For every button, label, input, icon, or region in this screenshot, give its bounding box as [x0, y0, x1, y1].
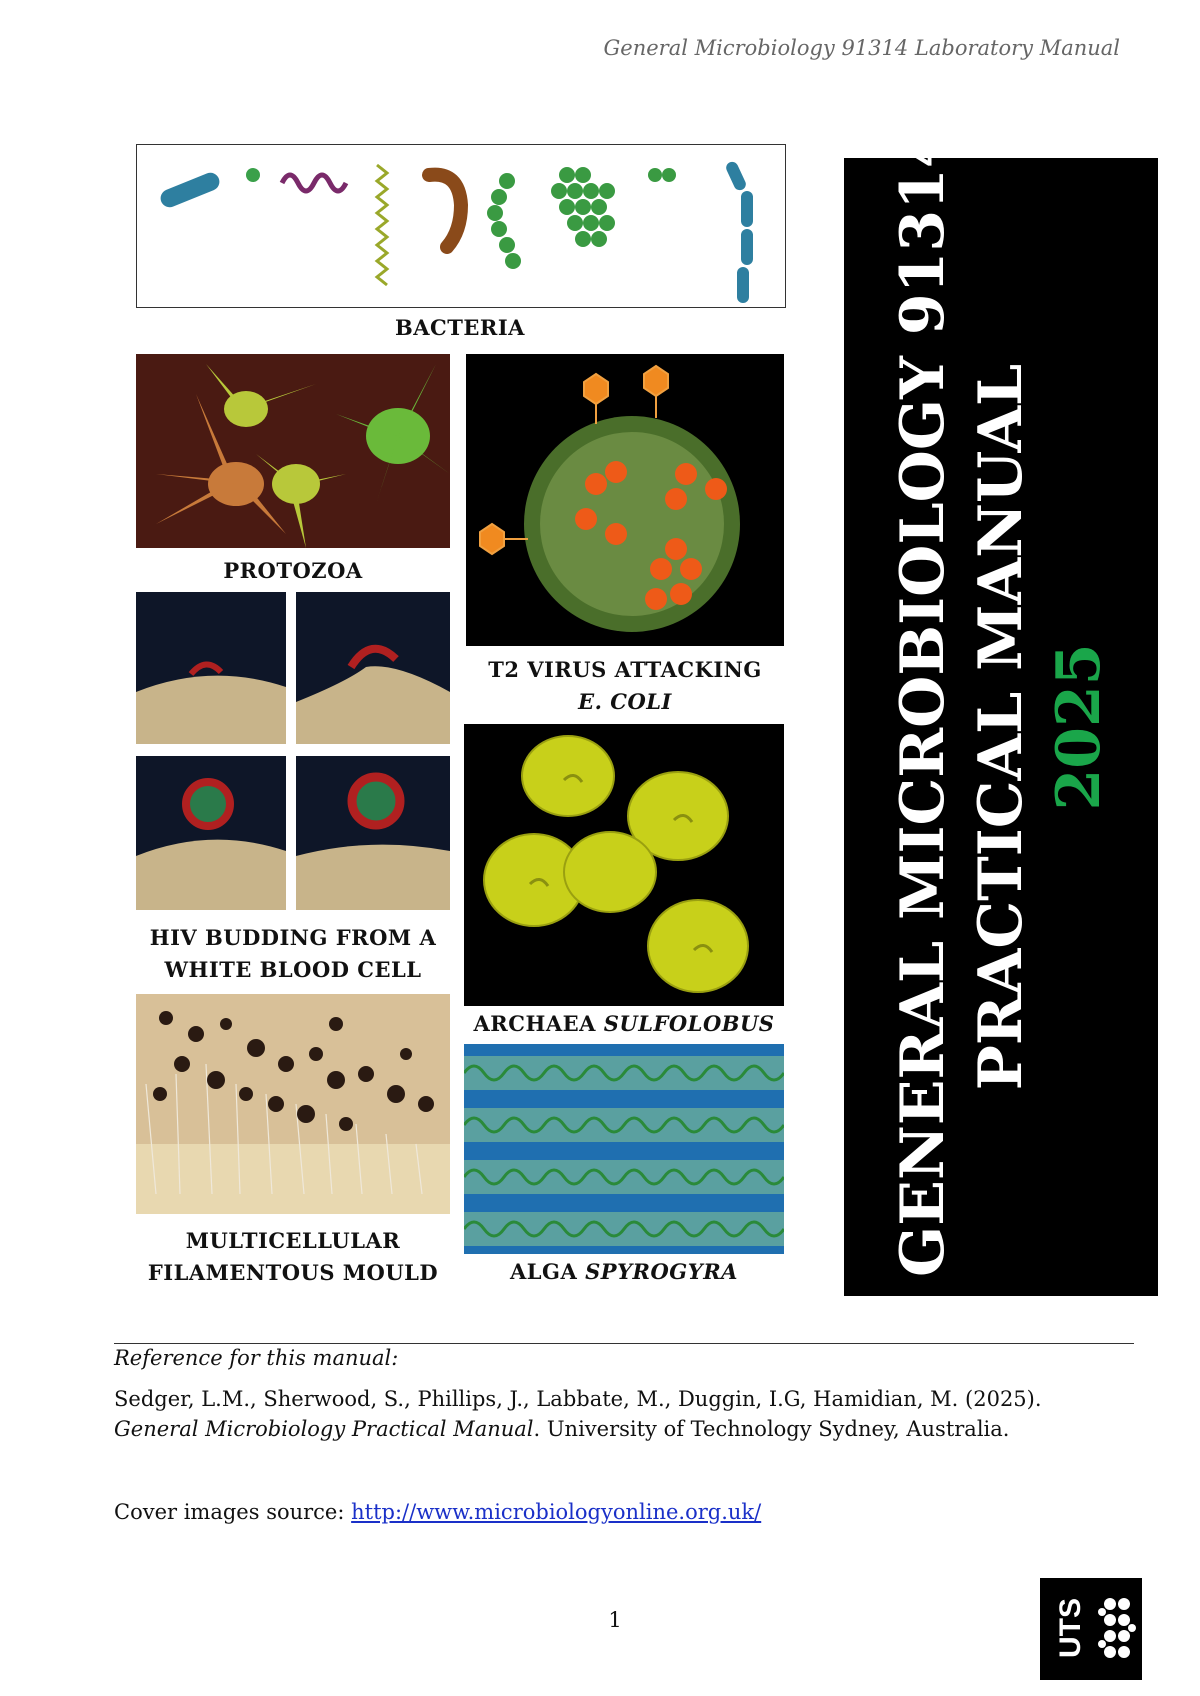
hiv-caption [136, 922, 450, 986]
mould-caption-line2: FILAMENTOUS MOULD [147, 1260, 439, 1285]
bacteria-image [136, 144, 786, 308]
reference-publisher: . University of Technology Sydney, Australia. [533, 1417, 1010, 1441]
page-number: 1 [608, 1608, 622, 1632]
mould-caption-line1: MULTICELLULAR [185, 1228, 401, 1253]
divider [114, 1343, 1134, 1344]
t2-virus-caption [466, 654, 784, 718]
archaea-caption-name: SULFOLOBUS [603, 1011, 775, 1036]
uts-logo-icon [1040, 1578, 1142, 1680]
reference-authors: Sedger, L.M., Sherwood, S., Phillips, J., Labbate, M., Duggin, I.G, Hamidian, M. (2025). [114, 1387, 1042, 1411]
t2-caption-line2: E. COLI [578, 689, 672, 714]
cover-images-source [114, 1500, 761, 1524]
hiv-budding-image [136, 592, 450, 910]
title-line1: GENERAL MICROBIOLOGY 91314 [888, 126, 958, 1277]
protozoa-image [136, 354, 450, 548]
t2-virus-image [466, 354, 784, 646]
alga-caption-prefix: ALGA [510, 1259, 578, 1284]
logo-text: UTS [1054, 1598, 1087, 1658]
source-label: Cover images source: [114, 1500, 352, 1524]
reference-label: Reference for this manual: [114, 1346, 399, 1370]
title-block [844, 126, 1158, 1296]
archaea-image [464, 724, 784, 1006]
alga-caption-name: SPYROGYRA [585, 1259, 738, 1284]
title-year: 2025 [1044, 643, 1114, 811]
running-header: General Microbiology 91314 Laboratory Manual [603, 36, 1120, 60]
protozoa-caption: PROTOZOA [223, 558, 363, 583]
mould-caption [136, 1225, 450, 1289]
reference-title: General Microbiology Practical Manual [114, 1417, 534, 1441]
bacteria-caption: BACTERIA [395, 315, 525, 340]
source-link[interactable]: http://www.microbiologyonline.org.uk/ [351, 1500, 762, 1524]
reference-citation [114, 1384, 1114, 1444]
archaea-caption [464, 1008, 784, 1040]
alga-image [464, 1044, 784, 1254]
t2-caption-line1: T2 VIRUS ATTACKING [488, 657, 762, 682]
mould-image [136, 994, 450, 1214]
hiv-caption-line1: HIV BUDDING FROM A [149, 925, 437, 950]
cover-title [884, 126, 1118, 1277]
hiv-caption-line2: WHITE BLOOD CELL [164, 957, 422, 982]
alga-caption [464, 1256, 784, 1288]
title-line2: PRACTICAL MANUAL [966, 363, 1036, 1091]
archaea-caption-prefix: ARCHAEA [473, 1011, 596, 1036]
